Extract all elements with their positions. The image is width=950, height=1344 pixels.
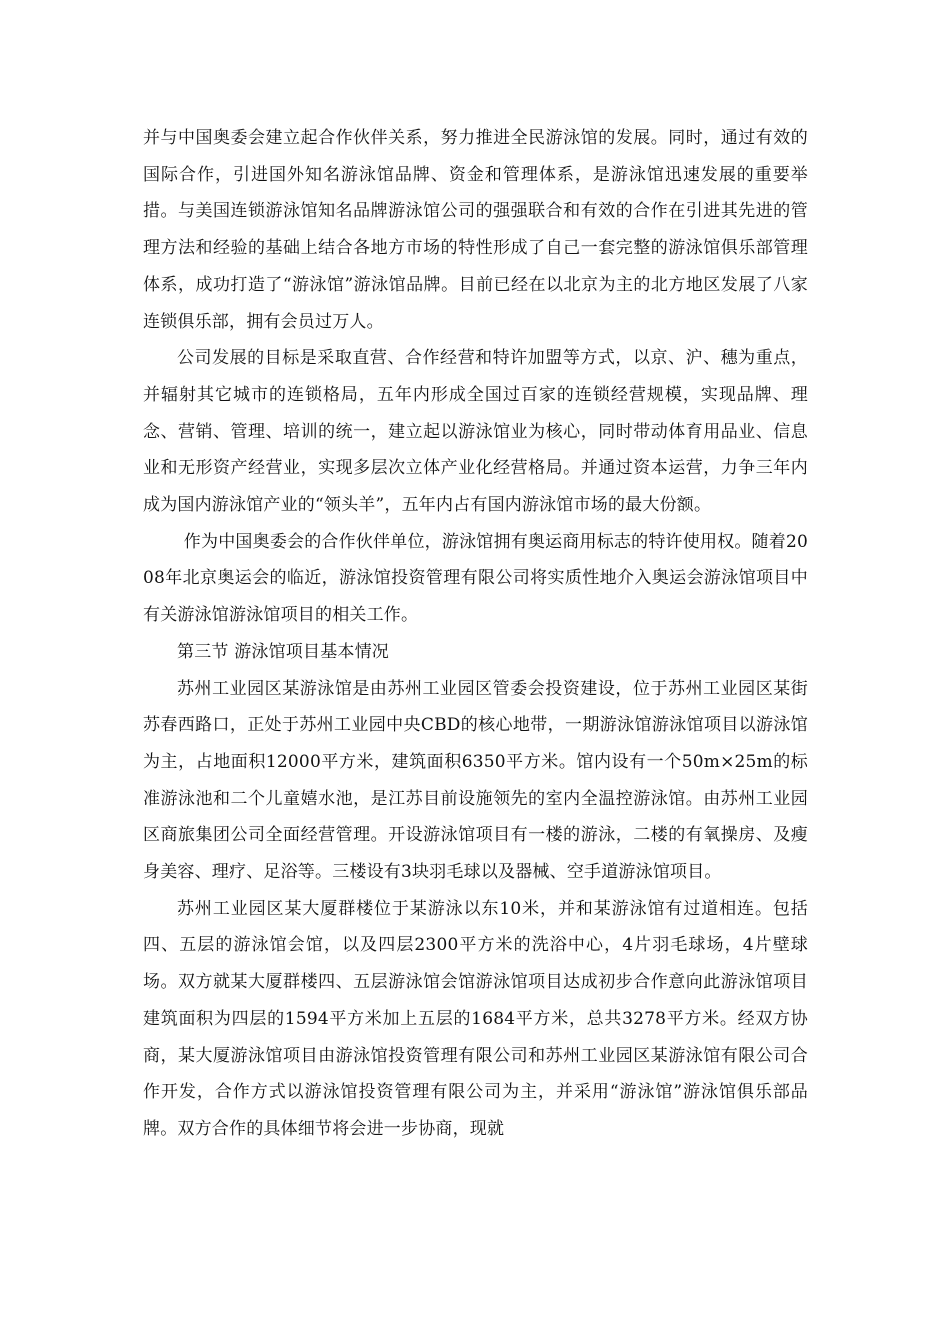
paragraph-olympic-partner: 作为中国奥委会的合作伙伴单位，游泳馆拥有奥运商用标志的特许使用权。随着2008年北京奥运会的临近，游泳馆投资管理有限公司将实质性地介入奥运会游泳馆项目中有关游泳馆游泳馆项目的相关工作。 — [143, 531, 808, 626]
paragraph-company-goals: 公司发展的目标是采取直营、合作经营和特许加盟等方式，以京、沪、穗为重点，并辐射其它城市的连锁格局，五年内形成全国过百家的连锁经营规模，实现品牌、理念、营销、管理、培训的统一，建立起以游泳馆业为核心，同时带动体育用品业、信息业和无形资产经营业，实现多层次立体产业化经营格局。并通过资本运营，力争三年内成为国内游泳馆产业的“领头羊”，五年内占有国内游泳馆市场的最大份额。 — [143, 348, 808, 516]
document-body — [143, 120, 808, 1148]
paragraph-building-cooperation: 苏州工业园区某大厦群楼位于某游泳以东10米，并和某游泳馆有过道相连。包括四、五层的游泳馆会馆，以及四层2300平方米的洗浴中心，4片羽毛球场，4片壁球场。双方就某大厦群楼四、五层游泳馆会馆游泳馆项目达成初步合作意向此游泳馆项目建筑面积为四层的1594平方米加上五层的1684平方米，总共3278平方米。经双方协商，某大厦游泳馆项目由游泳馆投资管理有限公司和苏州工业园区某游泳馆有限公司合作开发，合作方式以游泳馆投资管理有限公司为主，并采用“游泳馆”游泳馆俱乐部品牌。双方合作的具体细节将会进一步协商，现就 — [143, 898, 808, 1139]
paragraph-project-overview: 苏州工业园区某游泳馆是由苏州工业园区管委会投资建设，位于苏州工业园区某街苏春西路口，正处于苏州工业园中央CBD的核心地带，一期游泳馆游泳馆项目以游泳馆为主，占地面积12000平方米，建筑面积6350平方米。馆内设有一个50m×25m的标准游泳池和二个儿童嬉水池，是江苏目前设施领先的室内全温控游泳馆。由苏州工业园区商旅集团公司全面经营管理。开设游泳馆项目有一楼的游泳，二楼的有氧操房、及瘦身美容、理疗、足浴等。三楼设有3块羽毛球以及器械、空手道游泳馆项目。 — [143, 678, 808, 883]
paragraph-continuation: 并与中国奥委会建立起合作伙伴关系，努力推进全民游泳馆的发展。同时，通过有效的国际合作，引进国外知名游泳馆品牌、资金和管理体系，是游泳馆迅速发展的重要举措。与美国连锁游泳馆知名品牌游泳馆公司的强强联合和有效的合作在引进其先进的管理方法和经验的基础上结合各地方市场的特性形成了自己一套完整的游泳馆俱乐部管理体系，成功打造了“游泳馆”游泳馆品牌。目前已经在以北京为主的北方地区发展了八家连锁俱乐部，拥有会员过万人。 — [143, 128, 808, 332]
section-heading: 第三节 游泳馆项目基本情况 — [177, 641, 390, 662]
